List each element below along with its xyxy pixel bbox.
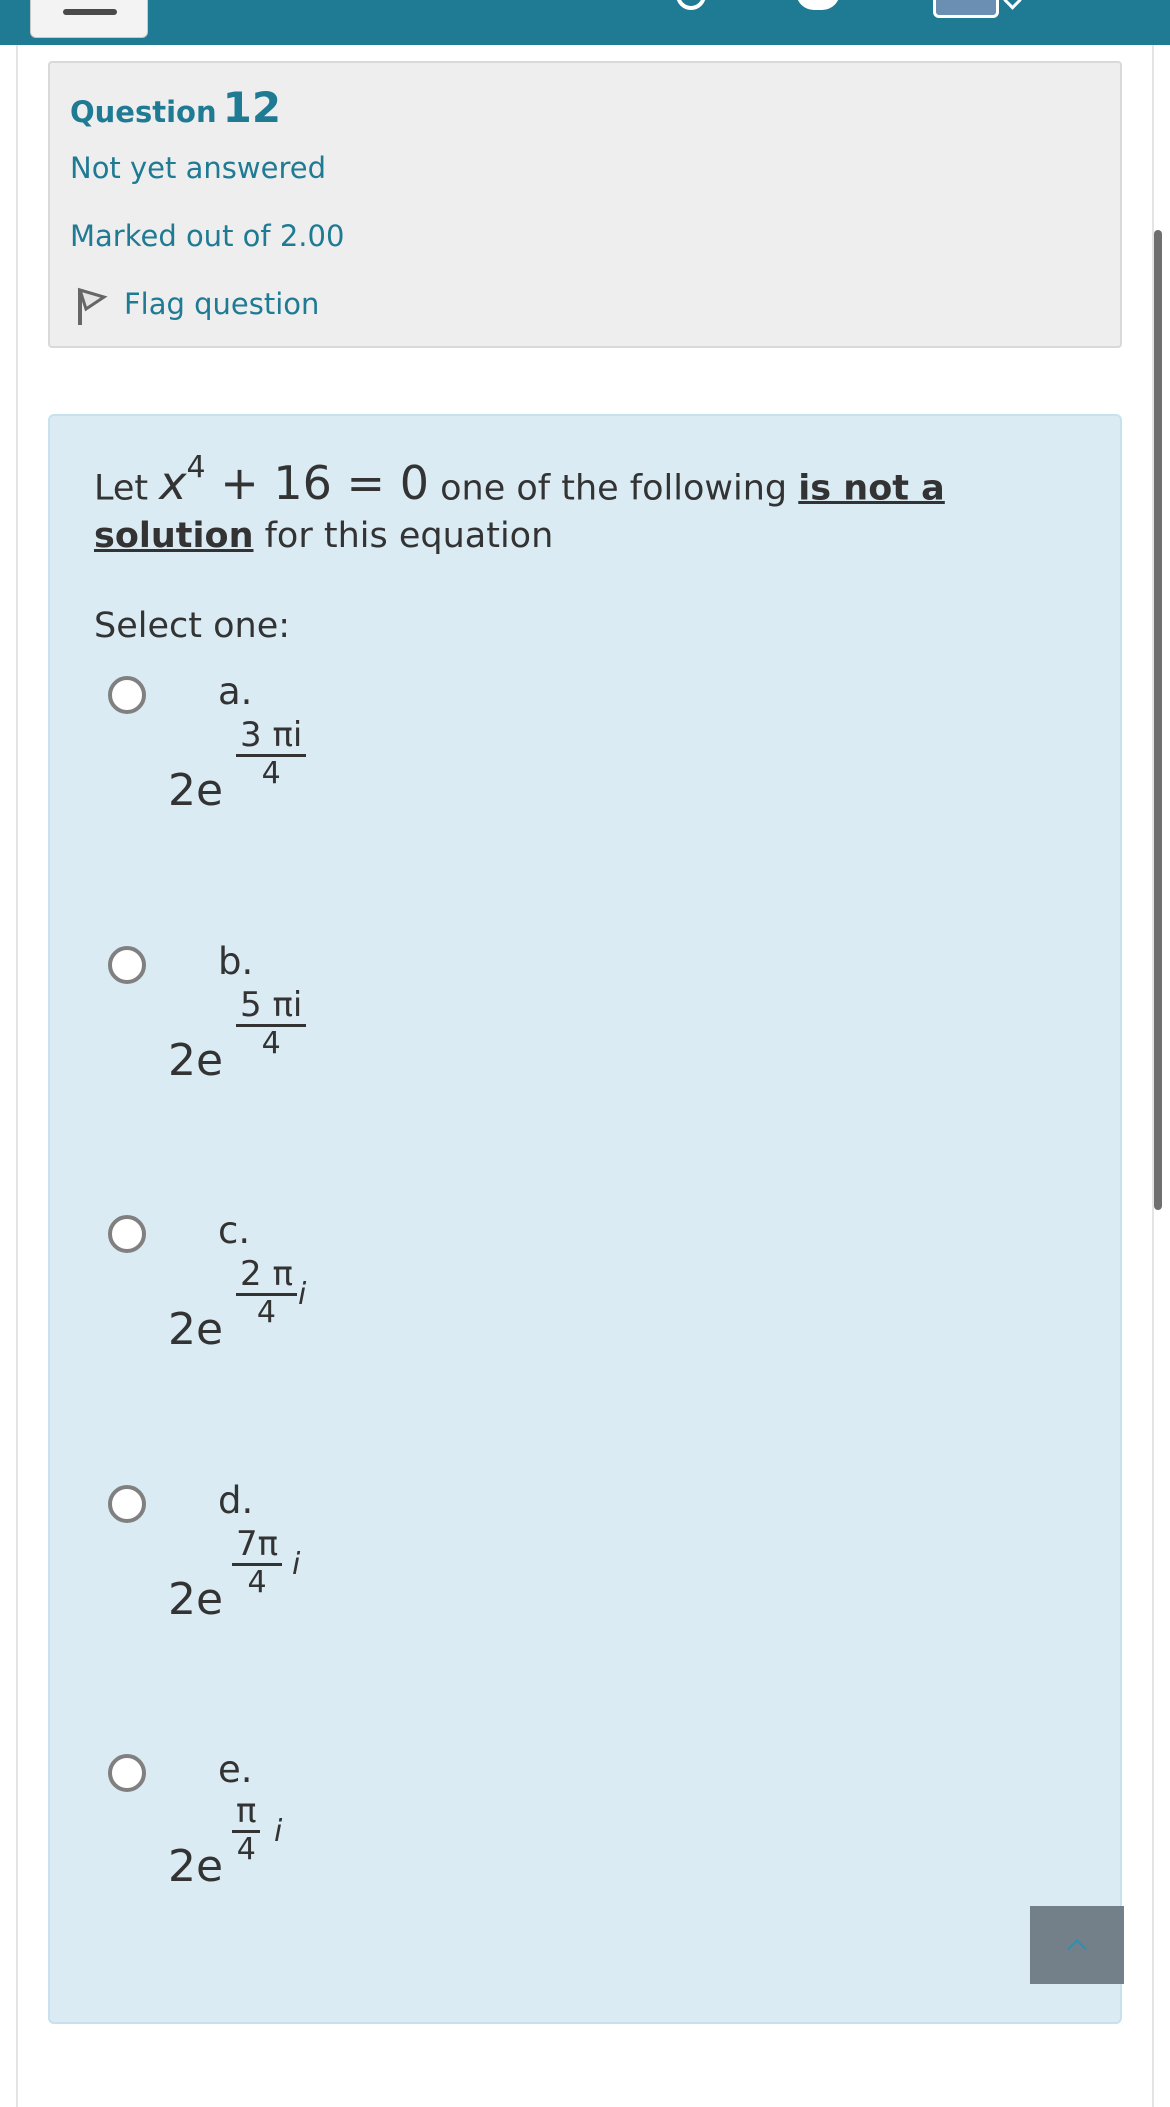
formula-denominator: 4 xyxy=(247,1565,267,1600)
question-title xyxy=(70,83,281,132)
option-c-formula xyxy=(168,1255,368,1365)
menu-icon-bar xyxy=(63,9,117,15)
formula-imaginary-unit: i xyxy=(274,1814,283,1849)
formula-fraction xyxy=(236,986,306,1061)
option-d-radio[interactable] xyxy=(108,1485,146,1523)
question-text xyxy=(94,450,1054,560)
prompt-tail: for this equation xyxy=(253,516,554,557)
option-d-formula xyxy=(168,1525,368,1635)
prompt-lead: Let xyxy=(94,468,160,509)
option-e-formula xyxy=(168,1792,368,1902)
option-a-formula xyxy=(168,716,368,826)
back-to-top-button[interactable] xyxy=(1030,1906,1124,1984)
option-e-letter: e. xyxy=(218,1748,253,1791)
equation-variable: x xyxy=(159,456,187,511)
page-border-left xyxy=(16,45,18,2107)
formula-fraction xyxy=(236,1255,297,1330)
option-c-letter: c. xyxy=(218,1209,251,1252)
message-icon[interactable] xyxy=(676,0,706,10)
formula-base: 2e xyxy=(168,1304,224,1355)
flag-icon[interactable] xyxy=(74,285,110,327)
formula-numerator: π xyxy=(232,1792,260,1833)
top-navbar xyxy=(0,0,1170,45)
question-marks: Marked out of 2.00 xyxy=(70,219,345,253)
scrollbar-thumb[interactable] xyxy=(1154,230,1162,1210)
prompt-emphasis-1: is not a xyxy=(798,468,945,509)
question-status: Not yet answered xyxy=(70,151,326,185)
formula-base: 2e xyxy=(168,765,224,816)
equation-rest: + 16 = 0 xyxy=(220,456,429,511)
question-number: 12 xyxy=(222,83,282,132)
equation-exponent: 4 xyxy=(186,450,206,485)
equation xyxy=(159,450,429,511)
formula-denominator: 4 xyxy=(236,1832,256,1867)
chevron-up-icon xyxy=(1067,1939,1087,1959)
formula-base: 2e xyxy=(168,1574,224,1625)
formula-denominator: 4 xyxy=(261,756,281,791)
formula-fraction xyxy=(232,1792,260,1867)
question-label: Question xyxy=(70,95,217,129)
formula-imaginary-unit: i xyxy=(298,1277,307,1312)
option-b-formula xyxy=(168,986,368,1096)
menu-button[interactable] xyxy=(30,0,148,38)
option-d-letter: d. xyxy=(218,1479,254,1522)
option-b-radio[interactable] xyxy=(108,946,146,984)
formula-numerator: 5 πi xyxy=(236,986,306,1027)
select-one-label: Select one: xyxy=(94,606,291,646)
flag-question-link[interactable]: Flag question xyxy=(124,287,320,321)
option-e-radio[interactable] xyxy=(108,1754,146,1792)
prompt-emphasis-2: solution xyxy=(94,516,254,557)
formula-fraction xyxy=(236,716,306,791)
bell-icon[interactable] xyxy=(796,0,840,10)
option-a-radio[interactable] xyxy=(108,676,146,714)
formula-base: 2e xyxy=(168,1841,224,1892)
chevron-down-icon[interactable] xyxy=(1003,0,1021,10)
formula-numerator: 3 πi xyxy=(236,716,306,757)
question-content-panel xyxy=(48,414,1122,2024)
prompt-middle: one of the following xyxy=(429,468,799,509)
formula-base: 2e xyxy=(168,1035,224,1086)
formula-denominator: 4 xyxy=(256,1295,276,1330)
question-info-panel xyxy=(48,61,1122,348)
formula-imaginary-unit: i xyxy=(292,1547,301,1582)
option-b-letter: b. xyxy=(218,940,254,983)
formula-numerator: 7π xyxy=(232,1525,282,1566)
avatar[interactable] xyxy=(933,0,999,18)
option-c-radio[interactable] xyxy=(108,1215,146,1253)
option-a-letter: a. xyxy=(218,670,253,713)
formula-denominator: 4 xyxy=(261,1026,281,1061)
formula-fraction xyxy=(232,1525,282,1600)
formula-numerator: 2 π xyxy=(236,1255,297,1296)
